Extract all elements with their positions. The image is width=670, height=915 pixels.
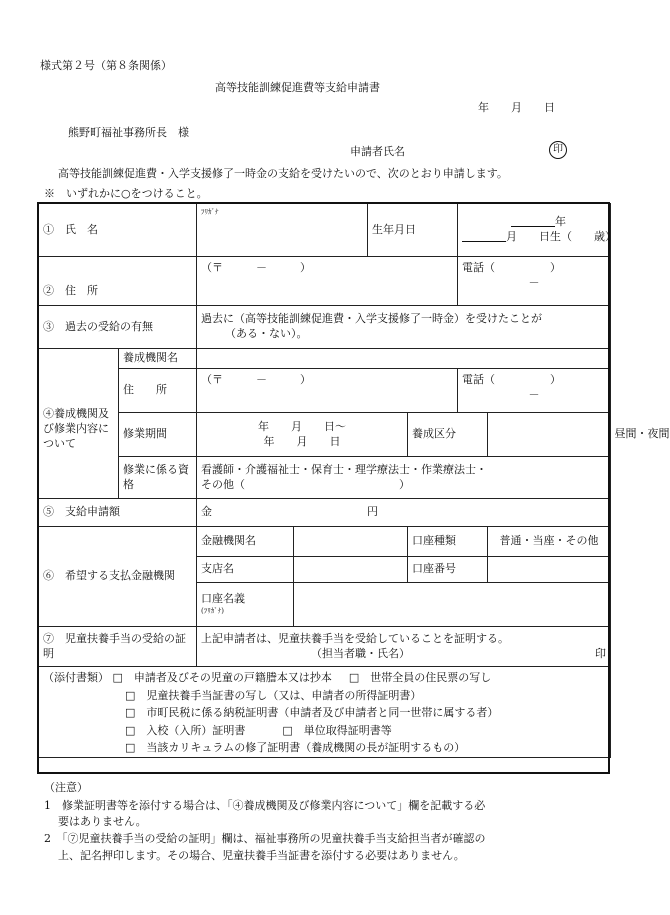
period-to: 年 月 日: [263, 434, 341, 448]
school-label: ④養成機関及び修業内容について: [39, 349, 119, 499]
page-title: 高等技能訓練促進費等支給申請書: [215, 81, 380, 94]
holder-label-cell: [197, 583, 294, 627]
note-2-line-2: 上、記名押印します。その場合、児童扶養手当証書を添付する必要はありません。: [58, 849, 465, 862]
address-label: ② 住 所: [39, 257, 197, 306]
notes-title: （注意）: [44, 781, 88, 794]
note-1-line-1: 1 修業証明書等を添付する場合は、「④養成機関及び修業内容について」欄を記載する必: [44, 799, 486, 812]
addressee: 熊野町福祉事務所長 様: [68, 126, 189, 139]
allowance-field[interactable]: [197, 627, 611, 667]
amount-suffix: 円: [367, 505, 378, 519]
phone-dash: －: [528, 275, 540, 289]
bank-name-label: 金融機関名: [197, 527, 294, 557]
application-table: ① 氏 名 ﾌﾘｶﾞﾅ 生年月日 年 月 日生（ 歳） ② 住 所 （〒 － ） 電話（ ） － ③ 過去の受給の有無 過去に（高等技能訓練促進費・入学支援修了一時金）を受けたことが （ある・ない）。 ④養成機関及び修業内容について 養成機関名 住 所 （〒 － ） 電話（ ） － 修業期間 年 月 日～ 年 月 日 養成区分 昼間・夜間 修業に係る資格 看護師・介護福祉士・保育士・理学療法士・作業療法士・ その他（ ） ⑤ 支給申請額 金 円 ⑥ 希望する支払金融機関 金融機関名 口座種類 普通・当座・その他 支店名 口座番号 口座名義 (ﾌﾘｶﾞﾅ) ⑦ 児童扶養手当の受給の証明 上記申請者は、児童扶養手当を受給していることを証明する。 （担当者職・氏名） 印 （添付書類） □ 申請者及びその児童の戸籍謄本又は抄本 □ 世帯全員の住民票の写し □ 児童扶養手当証書の写し（又は、申請者の所得証明書） □ 市町民税に係る納税証明書（申請者及び申請者と同一世帯に属する者） □ 入校（入所）証明書 □ 単位取得証明書等 □ 当該カリキュラムの修了証明書（養成機関の長が証明するもの）: [38, 203, 611, 758]
period-from: 年 月 日～: [258, 419, 346, 433]
account-type-label: 口座種類: [408, 527, 488, 557]
school-postal: （〒 － ）: [201, 373, 311, 386]
history-field[interactable]: [197, 306, 611, 349]
allowance-officer: （担当者職・氏名）: [311, 646, 410, 660]
address-field[interactable]: [197, 257, 458, 306]
qualification-label: 修業に係る資格: [119, 457, 197, 499]
attachment-item-5[interactable]: □ 入校（入所）証明書: [125, 723, 246, 737]
class-label: 養成区分: [408, 413, 488, 457]
qualification-options: 看護師・介護福祉士・保育士・理学療法士・作業療法士・: [201, 462, 487, 476]
postal-code: （〒 － ）: [201, 261, 311, 274]
instruction-note: ※ いずれかに○をつけること。: [44, 187, 208, 200]
class-gap: [488, 413, 611, 457]
school-address-label: 住 所: [119, 369, 197, 413]
period-label: 修業期間: [119, 413, 197, 457]
name-label: ① 氏 名: [39, 204, 197, 257]
bank-label: ⑥ 希望する支払金融機関: [39, 527, 197, 627]
amount-prefix: 金: [201, 505, 212, 519]
bank-name-field[interactable]: [294, 527, 408, 557]
date-line: 年 月 日: [478, 101, 555, 114]
school-name-field[interactable]: [197, 349, 611, 369]
account-type-value[interactable]: 普通・当座・その他: [488, 527, 611, 557]
attachment-item-1[interactable]: □ 申請者及びその児童の戸籍謄本又は抄本: [112, 671, 332, 684]
birth-year: 年: [555, 215, 567, 229]
attachments-block: [39, 667, 611, 758]
school-phone-field[interactable]: [458, 369, 611, 413]
amount-label: ⑤ 支給申請額: [39, 499, 197, 527]
phone-field[interactable]: [458, 257, 611, 306]
history-text-1: 過去に（高等技能訓練促進費・入学支援修了一時金）を受けたことが: [201, 312, 542, 326]
birth-field[interactable]: [458, 204, 617, 257]
note-1-line-2: 要はありません。: [58, 815, 147, 828]
attachment-item-2[interactable]: □ 世帯全員の住民票の写し: [348, 671, 492, 684]
birth-label: 生年月日: [368, 204, 458, 257]
branch-label: 支店名: [197, 557, 294, 583]
form-number: 様式第２号（第８条関係）: [40, 59, 172, 72]
name-field[interactable]: [197, 204, 368, 257]
history-text-2: （ある・ない）。: [225, 327, 308, 340]
attachment-item-4[interactable]: □ 市町民税に係る納税証明書（申請者及び申請者と同一世帯に属する者）: [125, 706, 499, 719]
note-2-line-1: 2 「⑦児童扶養手当の受給の証明」欄は、福祉事務所の児童扶養手当支給担当者が確認の: [44, 832, 486, 845]
allowance-seal: 印: [595, 646, 607, 660]
furigana-label: ﾌﾘｶﾞﾅ: [201, 208, 219, 216]
qualification-field[interactable]: [197, 457, 611, 499]
applicant-name-label: 申請者氏名: [350, 145, 405, 158]
history-label: ③ 過去の受給の有無: [39, 306, 197, 349]
period-field[interactable]: [197, 413, 408, 457]
attachments-label: （添付書類）: [43, 671, 109, 684]
attachment-item-6[interactable]: □ 単位取得証明書等: [282, 723, 392, 737]
attachment-item-7[interactable]: □ 当該カリキュラムの修了証明書（養成機関の長が証明するもの）: [125, 741, 466, 754]
account-number-label: 口座番号: [408, 557, 488, 583]
attachment-item-3[interactable]: □ 児童扶養手当証書の写し（又は、申請者の所得証明書）: [125, 688, 422, 702]
branch-field[interactable]: [294, 557, 408, 583]
seal-mark: 印: [549, 141, 567, 159]
intro-text: 高等技能訓練促進費・入学支援修了一時金の支給を受けたいので、次のとおり申請します。: [58, 167, 508, 180]
holder-furigana: (ﾌﾘｶﾞﾅ): [201, 607, 224, 616]
school-name-label: 養成機関名: [119, 349, 197, 369]
allowance-label: ⑦ 児童扶養手当の受給の証明: [39, 627, 197, 667]
holder-field[interactable]: [294, 583, 611, 627]
amount-field[interactable]: [197, 499, 611, 527]
qualification-other: その他（ ）: [201, 477, 410, 491]
account-number-field[interactable]: [488, 557, 611, 583]
school-phone-dash: －: [528, 387, 540, 401]
phone-label: 電話（ ）: [462, 261, 562, 274]
school-phone-label: 電話（ ）: [462, 373, 562, 386]
allowance-text: 上記申請者は、児童扶養手当を受給していることを証明する。: [201, 631, 509, 645]
school-address-field[interactable]: [197, 369, 458, 413]
birth-month-day: 月 日生（ 歳）: [506, 230, 617, 243]
holder-label: 口座名義: [201, 592, 245, 606]
